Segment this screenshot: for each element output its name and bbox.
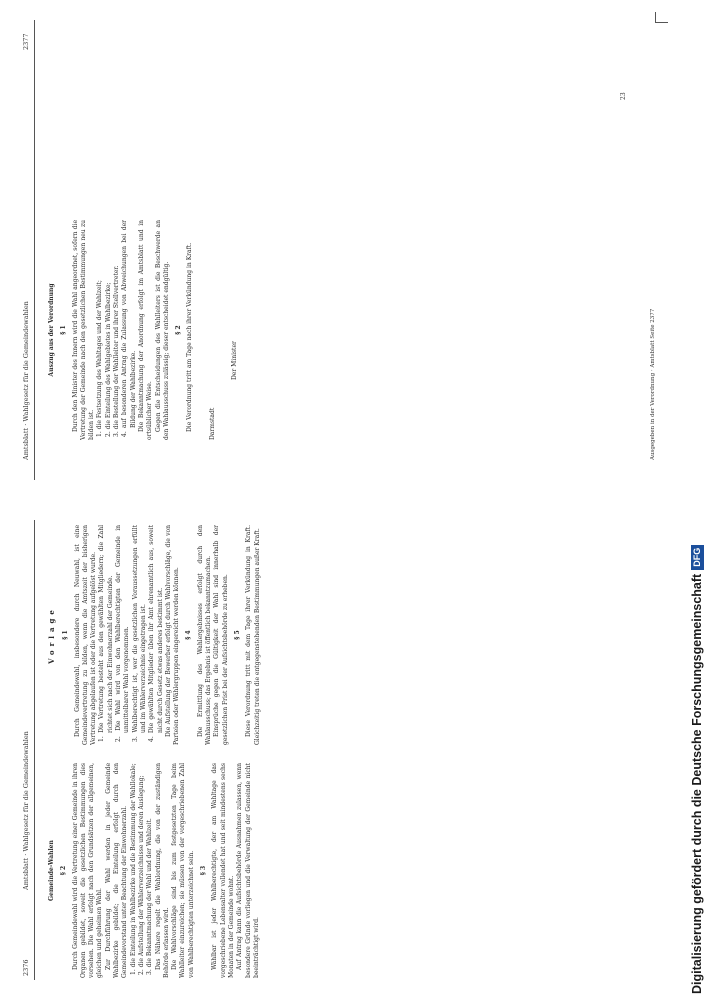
- section-title-left: Gemeinde-Wahlen: [48, 840, 55, 901]
- header-rule-left: [34, 520, 35, 980]
- paragraph: Zur Durchführung der Wahl werden in jeder Gemeinde Wahlbezirke gebildet; die Einteilung erfolgt durch den Gemeindevorstand unter Beachtung der Einwohnerzahl.: [104, 763, 129, 978]
- signature-role: Der Minister: [231, 341, 239, 380]
- paragraph: Die Verordnung tritt am Tage nach ihrer Verkündung in Kraft.: [186, 242, 194, 432]
- footnote: Ausgegeben in der Verordnung · Amtsblatt Seite 2377: [650, 308, 656, 460]
- left-page-column-2: [44, 525, 644, 745]
- page-number-left: 2376: [22, 959, 30, 976]
- running-title-left: Amtsblatt · Wahlgesetz für die Gemeindewahlen: [22, 731, 30, 890]
- signature-place: Darmstadt: [208, 407, 216, 440]
- paragraph-mark: § 4: [185, 630, 193, 640]
- paragraph: Durch Gemeindewahl, insbesondere durch Neuwahl, ist eine Gemeindevertretung zu bilden, wenn die Amtszeit der bisherigen Vertretung abgelaufen ist oder die Vertretung aufgelöst wurde.: [73, 525, 98, 745]
- dfg-funding-text: Digitalisierung gefördert durch die Deutsche Forschungsgemeinschaft: [690, 573, 704, 994]
- paragraph: Wählbar ist jeder Wahlberechtigte, der am Wahltage das vorgeschriebene Lebensalter vollendet hat und seit mindestens sechs Monaten in der Gemeinde wohnt.: [211, 763, 235, 978]
- paragraph: Die Aufstellung der Bewerber erfolgt durch Wahlvorschläge, die von Parteien oder Wählergruppen eingereicht werden können.: [164, 525, 181, 745]
- list-item: 4. Die gewählten Mitglieder üben ihr Amt ehrenamtlich aus, soweit nicht durch Gesetz etwas anderes bestimmt ist.: [148, 525, 164, 742]
- list-item: 3. die Bestellung der Wahlleiter und ihrer Stellvertreter.: [113, 265, 121, 437]
- paragraph-mark: § 3: [200, 865, 208, 876]
- paragraph: Die Ermittlung des Wahlergebnisses erfolgt durch den Wahlausschuss; das Ergebnis ist öffentlich bekanntzumachen.: [196, 525, 213, 745]
- list-item: 2. die Aufstellung der Wählerverzeichnisse und deren Auslegung;: [137, 775, 145, 975]
- paragraph-mark: § 2: [60, 865, 68, 876]
- paragraph-mark: § 5: [233, 630, 241, 640]
- paragraph: Das Nähere regelt die Wahlordnung, die von der zuständigen Behörde erlassen wird.: [154, 763, 170, 978]
- dfg-sidebar: [688, 14, 706, 994]
- left-page-column-1: [44, 763, 644, 978]
- paragraph: Die Wahlvorschläge sind bis zum festgesetzten Tage beim Wahlleiter einzureichen; sie müssen von der vorgeschriebenen Zahl von Wahlberechtigten unterzeichnet sein.: [171, 763, 195, 978]
- margin-mark: 23: [620, 92, 627, 100]
- list-item: 2. Die Wahl wird von den Wahlberechtigten der Gemeinde in unmittelbarer Wahl vorgenommen.: [115, 525, 131, 742]
- paragraph-mark: § 1: [62, 630, 70, 640]
- list-item: 1. die Einteilung in Wahlbezirke und die Bestimmung der Wahllokale;: [129, 763, 137, 975]
- right-page-column: [44, 220, 564, 440]
- header-rule-right: [34, 20, 35, 480]
- paragraph: Durch Gemeindewahl wird die Vertretung einer Gemeinde in ihren Organen gebildet, soweit die gesetzlichen Bestimmungen dies vorsehen. Die Wahl erfolgt nach den Grundsätzen der allgemeinen, gleichen und geheimen Wahl.: [71, 763, 104, 978]
- heading-vorlage: Vorlage: [47, 606, 56, 664]
- paragraph: Einsprüche gegen die Gültigkeit der Wahl sind innerhalb der gesetzlichen Frist bei der Aufsichtsbehörde zu erheben.: [213, 525, 229, 745]
- running-title-right: Amtsblatt · Wahlgesetz für die Gemeindewahlen: [22, 301, 30, 460]
- list-item: 4. auf besonderen Antrag die Zulassung von Abweichungen bei der Bildung der Wahlbezirke.: [121, 220, 137, 437]
- paragraph: Diese Verordnung tritt mit dem Tage ihrer Verkündung in Kraft. Gleichzeitig treten die entgegenstehenden Bestimmungen außer Kraft.: [245, 525, 261, 745]
- section-title-right: Auszug aus der Verordnung: [48, 283, 55, 377]
- paragraph-mark: § 2: [175, 325, 183, 335]
- page-number-right: 2377: [22, 33, 30, 50]
- list-item: 3. die Bekanntmachung der Wahl und der Wahlzeit.: [146, 818, 154, 975]
- paragraph: Die Bekanntmachung der Anordnung erfolgt im Amtsblatt und in ortsüblicher Weise.: [137, 220, 154, 440]
- dfg-logo-badge: DFG: [691, 545, 704, 570]
- list-item: 1. die Festsetzung des Wahltages und der Wahlzeit;: [96, 280, 104, 437]
- paragraph-mark: § 1: [60, 325, 68, 335]
- list-item: 2. die Einteilung des Wahlgebietes in Wahlbezirke;: [104, 282, 112, 437]
- paragraph: Durch den Minister des Innern wird die Wahl angeordnet, sofern die Vertretung der Gemeinde nach den gesetzlichen Bestimmungen neu zu bilden ist.: [71, 220, 96, 440]
- paragraph: Gegen die Entscheidungen des Wahlleiters ist die Beschwerde an den Wahlausschuss zulässig; dieser entscheidet endgültig.: [154, 220, 170, 440]
- paragraph: Auf Antrag kann die Aufsichtsbehörde Ausnahmen zulassen, wenn besondere Gründe vorliegen und die Verwaltung der Gemeinde nicht beeinträchtigt wird.: [236, 763, 260, 978]
- list-item: 3. Wahlberechtigt ist, wer die gesetzlichen Voraussetzungen erfüllt und im Wählerverzeichnis eingetragen ist.: [131, 525, 147, 742]
- list-item: 1. Die Vertretung besteht aus den gewählten Mitgliedern; die Zahl richtet sich nach der Einwohnerzahl der Gemeinde.: [98, 525, 114, 742]
